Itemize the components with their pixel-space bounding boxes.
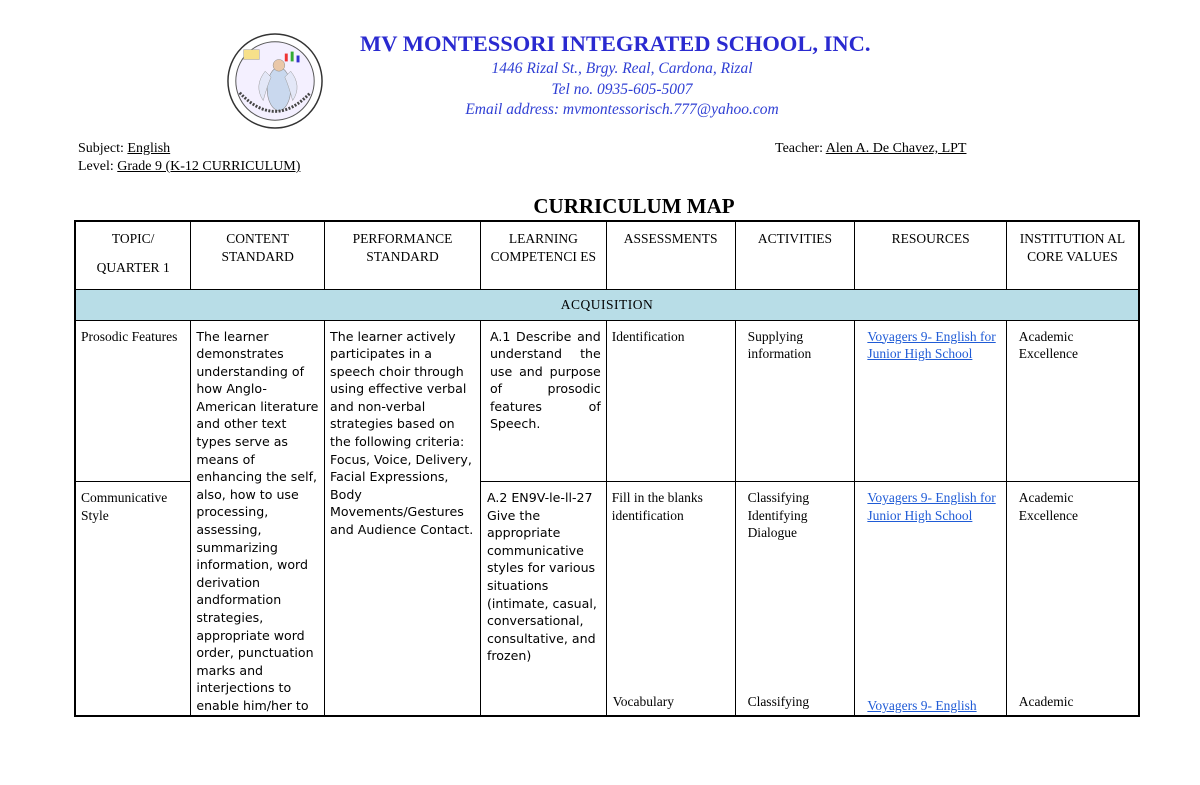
- subject-label: Subject:: [78, 141, 124, 156]
- teacher-label: Teacher:: [775, 141, 823, 156]
- assessment-text: Fill in the blanks identification: [611, 489, 703, 523]
- resource-link[interactable]: Voyagers 9- English for Junior High School: [867, 489, 996, 523]
- learning-competency-cell: A.2 EN9V-le-ll-27 Give the appropriate communicative styles for various situations (intimate, casual, conversational, consultative, and frozen): [480, 481, 606, 715]
- header-performance-standard: PERFORMANCE STANDARD: [325, 221, 481, 289]
- school-email: Email address: mvmontessorisch.777@yahoo.com: [465, 101, 779, 118]
- header-core-values: INSTITUTION AL CORE VALUES: [1006, 221, 1139, 289]
- activity-cell: [735, 481, 855, 715]
- header-assessments: ASSESSMENTS: [606, 221, 735, 289]
- core-value-text: Academic Excellence: [1018, 489, 1079, 523]
- curriculum-map-table: [74, 220, 1140, 717]
- section-row: [75, 289, 1139, 320]
- content-standard-cell: The learner demonstrates understanding of how Anglo-American literature and other text types serve as means of enhancing the self, also, how to use processing, assessing, summarizing information, word derivation andformation strategies, appropriate word order, punctuation marks and interjections to enable him/her to: [191, 320, 325, 716]
- resource-link-2[interactable]: Voyagers 9- English: [867, 697, 977, 713]
- header-learning-competencies: LEARNING COMPETENCI ES: [480, 221, 606, 289]
- activity-text-2: Classifying: [747, 693, 810, 709]
- performance-standard-cell: The learner actively participates in a speech choir through using effective verbal and non-verbal strategies based on the following criteria: Focus, Voice, Delivery, Facial Expressions, Body Movements/Gestures and Audience Contact.: [325, 320, 481, 716]
- header-resources: RESOURCES: [855, 221, 1006, 289]
- school-address: 1446 Rizal St., Brgy. Real, Cardona, Rizal: [491, 60, 753, 77]
- table-row: [75, 320, 1139, 481]
- level-label: Level:: [78, 159, 114, 174]
- learning-competency-cell: A.1 Describe and understand the use and purpose of prosodic features of Speech.: [480, 320, 606, 481]
- assessment-cell: [606, 481, 735, 715]
- resource-cell: [855, 481, 1006, 715]
- header-topic-line1: TOPIC/: [111, 231, 155, 246]
- assessment-text-2: Vocabulary: [612, 693, 675, 709]
- level-line: [78, 159, 300, 175]
- teacher-value: Alen A. De Chavez, LPT: [825, 141, 967, 156]
- section-acquisition: ACQUISITION: [75, 289, 1139, 320]
- core-value-cell: Academic Excellence: [1006, 320, 1139, 481]
- document-title: CURRICULUM MAP: [533, 194, 735, 218]
- school-telephone: Tel no. 0935-605-5007: [551, 81, 693, 98]
- assessment-cell: Identification: [606, 320, 735, 481]
- topic-cell: Communicative Style: [75, 481, 191, 715]
- teacher-line: [775, 141, 966, 157]
- table-header-row: [75, 221, 1139, 289]
- subject-value: English: [127, 141, 171, 156]
- activity-text: Classifying Identifying Dialogue: [747, 489, 810, 541]
- resource-link[interactable]: Voyagers 9- English for Junior High School: [867, 328, 996, 362]
- subject-line: [78, 141, 170, 157]
- header-topic-line2: QUARTER 1: [96, 260, 170, 275]
- header-activities: ACTIVITIES: [735, 221, 855, 289]
- resource-cell: [855, 320, 1006, 481]
- header-topic: [75, 221, 191, 289]
- school-name: MV MONTESSORI INTEGRATED SCHOOL, INC.: [360, 31, 871, 56]
- header-content-standard: CONTENT STANDARD: [191, 221, 325, 289]
- core-value-text-2: Academic: [1018, 693, 1074, 709]
- level-value: Grade 9 (K-12 CURRICULUM): [117, 159, 301, 174]
- topic-cell: Prosodic Features: [75, 320, 191, 481]
- activity-cell: Supplying information: [735, 320, 855, 481]
- core-value-cell: [1006, 481, 1139, 715]
